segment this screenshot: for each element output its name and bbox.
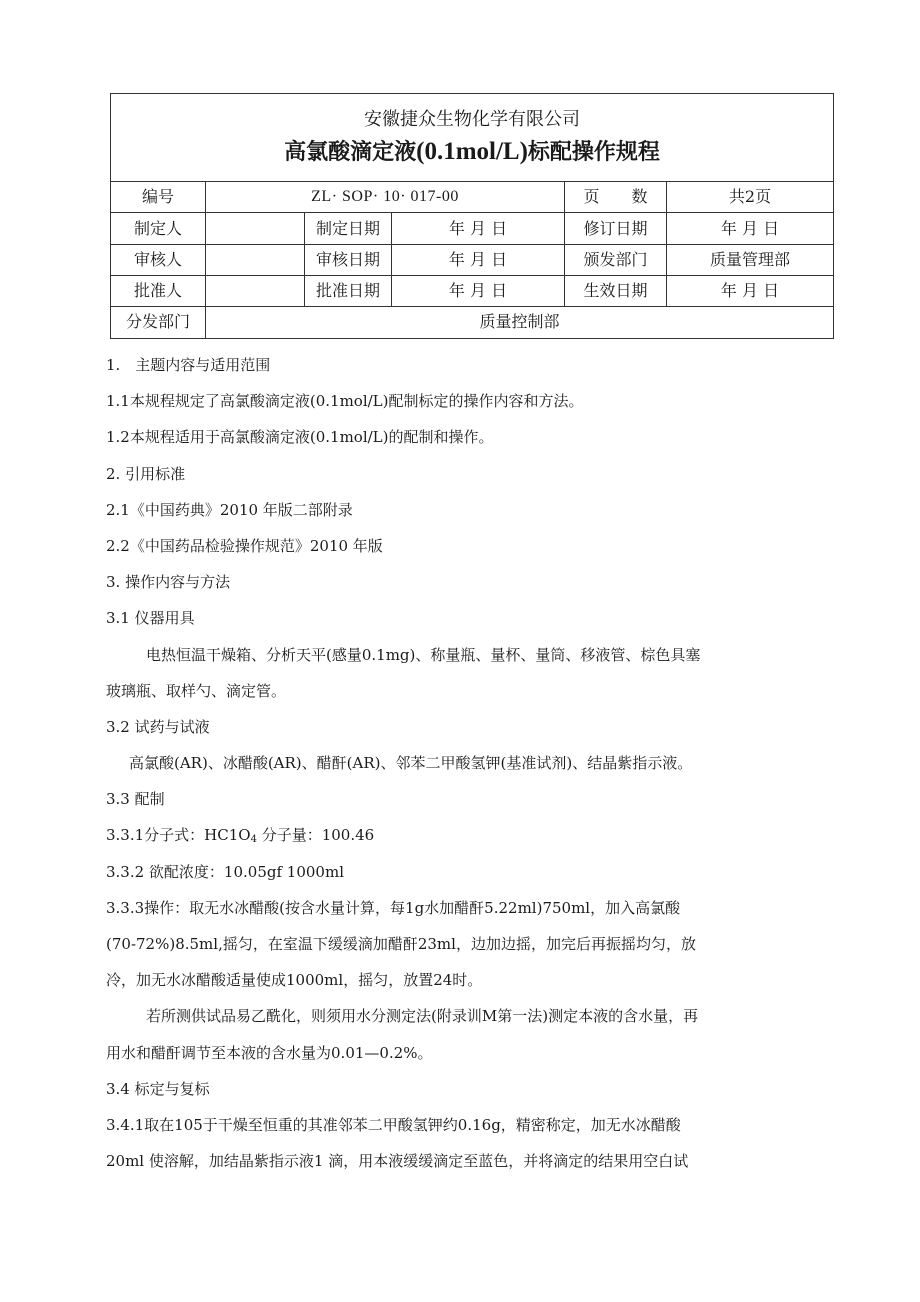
document-header-table [110, 93, 834, 339]
company-name: 安徽捷众生物化学有限公司 [364, 109, 581, 131]
title-cell [111, 94, 834, 182]
approver-label: 批准人 [111, 275, 206, 306]
paragraph-line: 3.3.3操作：取无水冰醋酸(按含水量计算，每1g水加醋酐5.22ml)750ml，加入高氯酸 [106, 898, 681, 917]
paragraph-line: 若所测供试品易乙酰化，则须用水分测定法(附录训M第一法)测定本液的含水量，再 [146, 1007, 699, 1026]
effective-date-label: 生效日期 [565, 275, 667, 306]
code-value: ZL· SOP· 10· 017-00 [206, 182, 565, 213]
paragraph-line: 1.1本规程规定了高氯酸滴定液(0.1mol/L)配制标定的操作内容和方法。 [106, 392, 584, 411]
pages-label: 页 数 [565, 182, 667, 213]
author-date-label: 制定日期 [305, 213, 392, 244]
code-label: 编号 [111, 182, 206, 213]
paragraph-line: 3.4.1取在105于干燥至恒重的其准邻苯二甲酸氢钾约0.16g，精密称定，加无水冰醋酸 [106, 1115, 681, 1134]
paragraph-line: 冷，加无水冰醋酸适量使成1000ml，摇匀，放置24时。 [106, 971, 483, 990]
paragraph-line: (70-72%)8.5ml,摇匀，在室温下缓缓滴加醋酐23ml，边加边摇，加完后再振摇均匀，放 [106, 935, 696, 953]
review-date-value: 年 月 日 [392, 244, 565, 275]
subsection-heading: 3.2 试药与试液 [106, 717, 210, 736]
formula-line [106, 817, 826, 853]
revise-date-value: 年 月 日 [667, 213, 834, 244]
pages-value: 共2页 [667, 182, 834, 213]
paragraph-line: 高氯酸(AR)、冰醋酸(AR)、醋酐(AR)、邻苯二甲酸氢钾(基准试剂)、结晶紫指示液。 [129, 754, 693, 773]
approve-date-label: 批准日期 [305, 275, 392, 306]
title-part-2: 标配操作规程 [527, 139, 660, 166]
author-date-value: 年 月 日 [392, 213, 565, 244]
paragraph-line: 2.2《中国药品检验操作规范》2010 年版 [106, 536, 383, 555]
distribution-value: 质量控制部 [206, 306, 834, 338]
effective-date-value: 年 月 日 [667, 275, 834, 306]
section-heading: 1. 主题内容与适用范围 [106, 356, 271, 374]
paragraph-line: 1.2本规程适用于高氯酸滴定液(0.1mol/L)的配制和操作。 [106, 428, 494, 447]
approver-value [206, 275, 305, 306]
paragraph-line: 20ml 使溶解，加结晶紫指示液1 滴，用本液缓缓滴定至蓝色，并将滴定的结果用空白试 [106, 1152, 689, 1171]
section-heading: 2. 引用标准 [106, 464, 186, 483]
reviewer-label: 审核人 [111, 244, 206, 275]
document-title [111, 139, 833, 164]
document-body [106, 347, 826, 1179]
subsection-heading: 3.1 仪器用具 [106, 609, 195, 628]
title-concentration: (0.1mol/L) [416, 138, 528, 166]
formula-suffix: 分子量：100.46 [256, 826, 375, 845]
subsection-heading: 3.3 配制 [106, 790, 165, 809]
issue-dept-label: 颁发部门 [565, 244, 667, 275]
approve-date-value: 年 月 日 [392, 275, 565, 306]
subsection-heading: 3.4 标定与复标 [106, 1079, 210, 1098]
revise-date-label: 修订日期 [565, 213, 667, 244]
reviewer-value [206, 244, 305, 275]
title-part-1: 高氯酸滴定液 [284, 139, 417, 166]
formula-prefix: 3.3.1分子式：HC1O [106, 826, 251, 845]
formula-subscript: 4 [250, 834, 257, 846]
paragraph-line: 玻璃瓶、取样勺、滴定管。 [106, 681, 287, 700]
issue-dept-value: 质量管理部 [667, 244, 834, 275]
paragraph-line: 2.1《中国药典》2010 年版二部附录 [106, 500, 353, 519]
paragraph-line: 用水和醋酐调节至本液的含水量为0.01—0.2%。 [106, 1043, 433, 1062]
paragraph-line: 3.3.2 欲配浓度：10.05gf 1000ml [106, 862, 344, 881]
paragraph-line: 电热恒温干燥箱、分析天平(感量0.1mg)、称量瓶、量杯、量筒、移液管、棕色具塞 [146, 645, 701, 664]
review-date-label: 审核日期 [305, 244, 392, 275]
author-value [206, 213, 305, 244]
distribution-label: 分发部门 [111, 306, 206, 338]
author-label: 制定人 [111, 213, 206, 244]
section-heading: 3. 操作内容与方法 [106, 573, 231, 592]
